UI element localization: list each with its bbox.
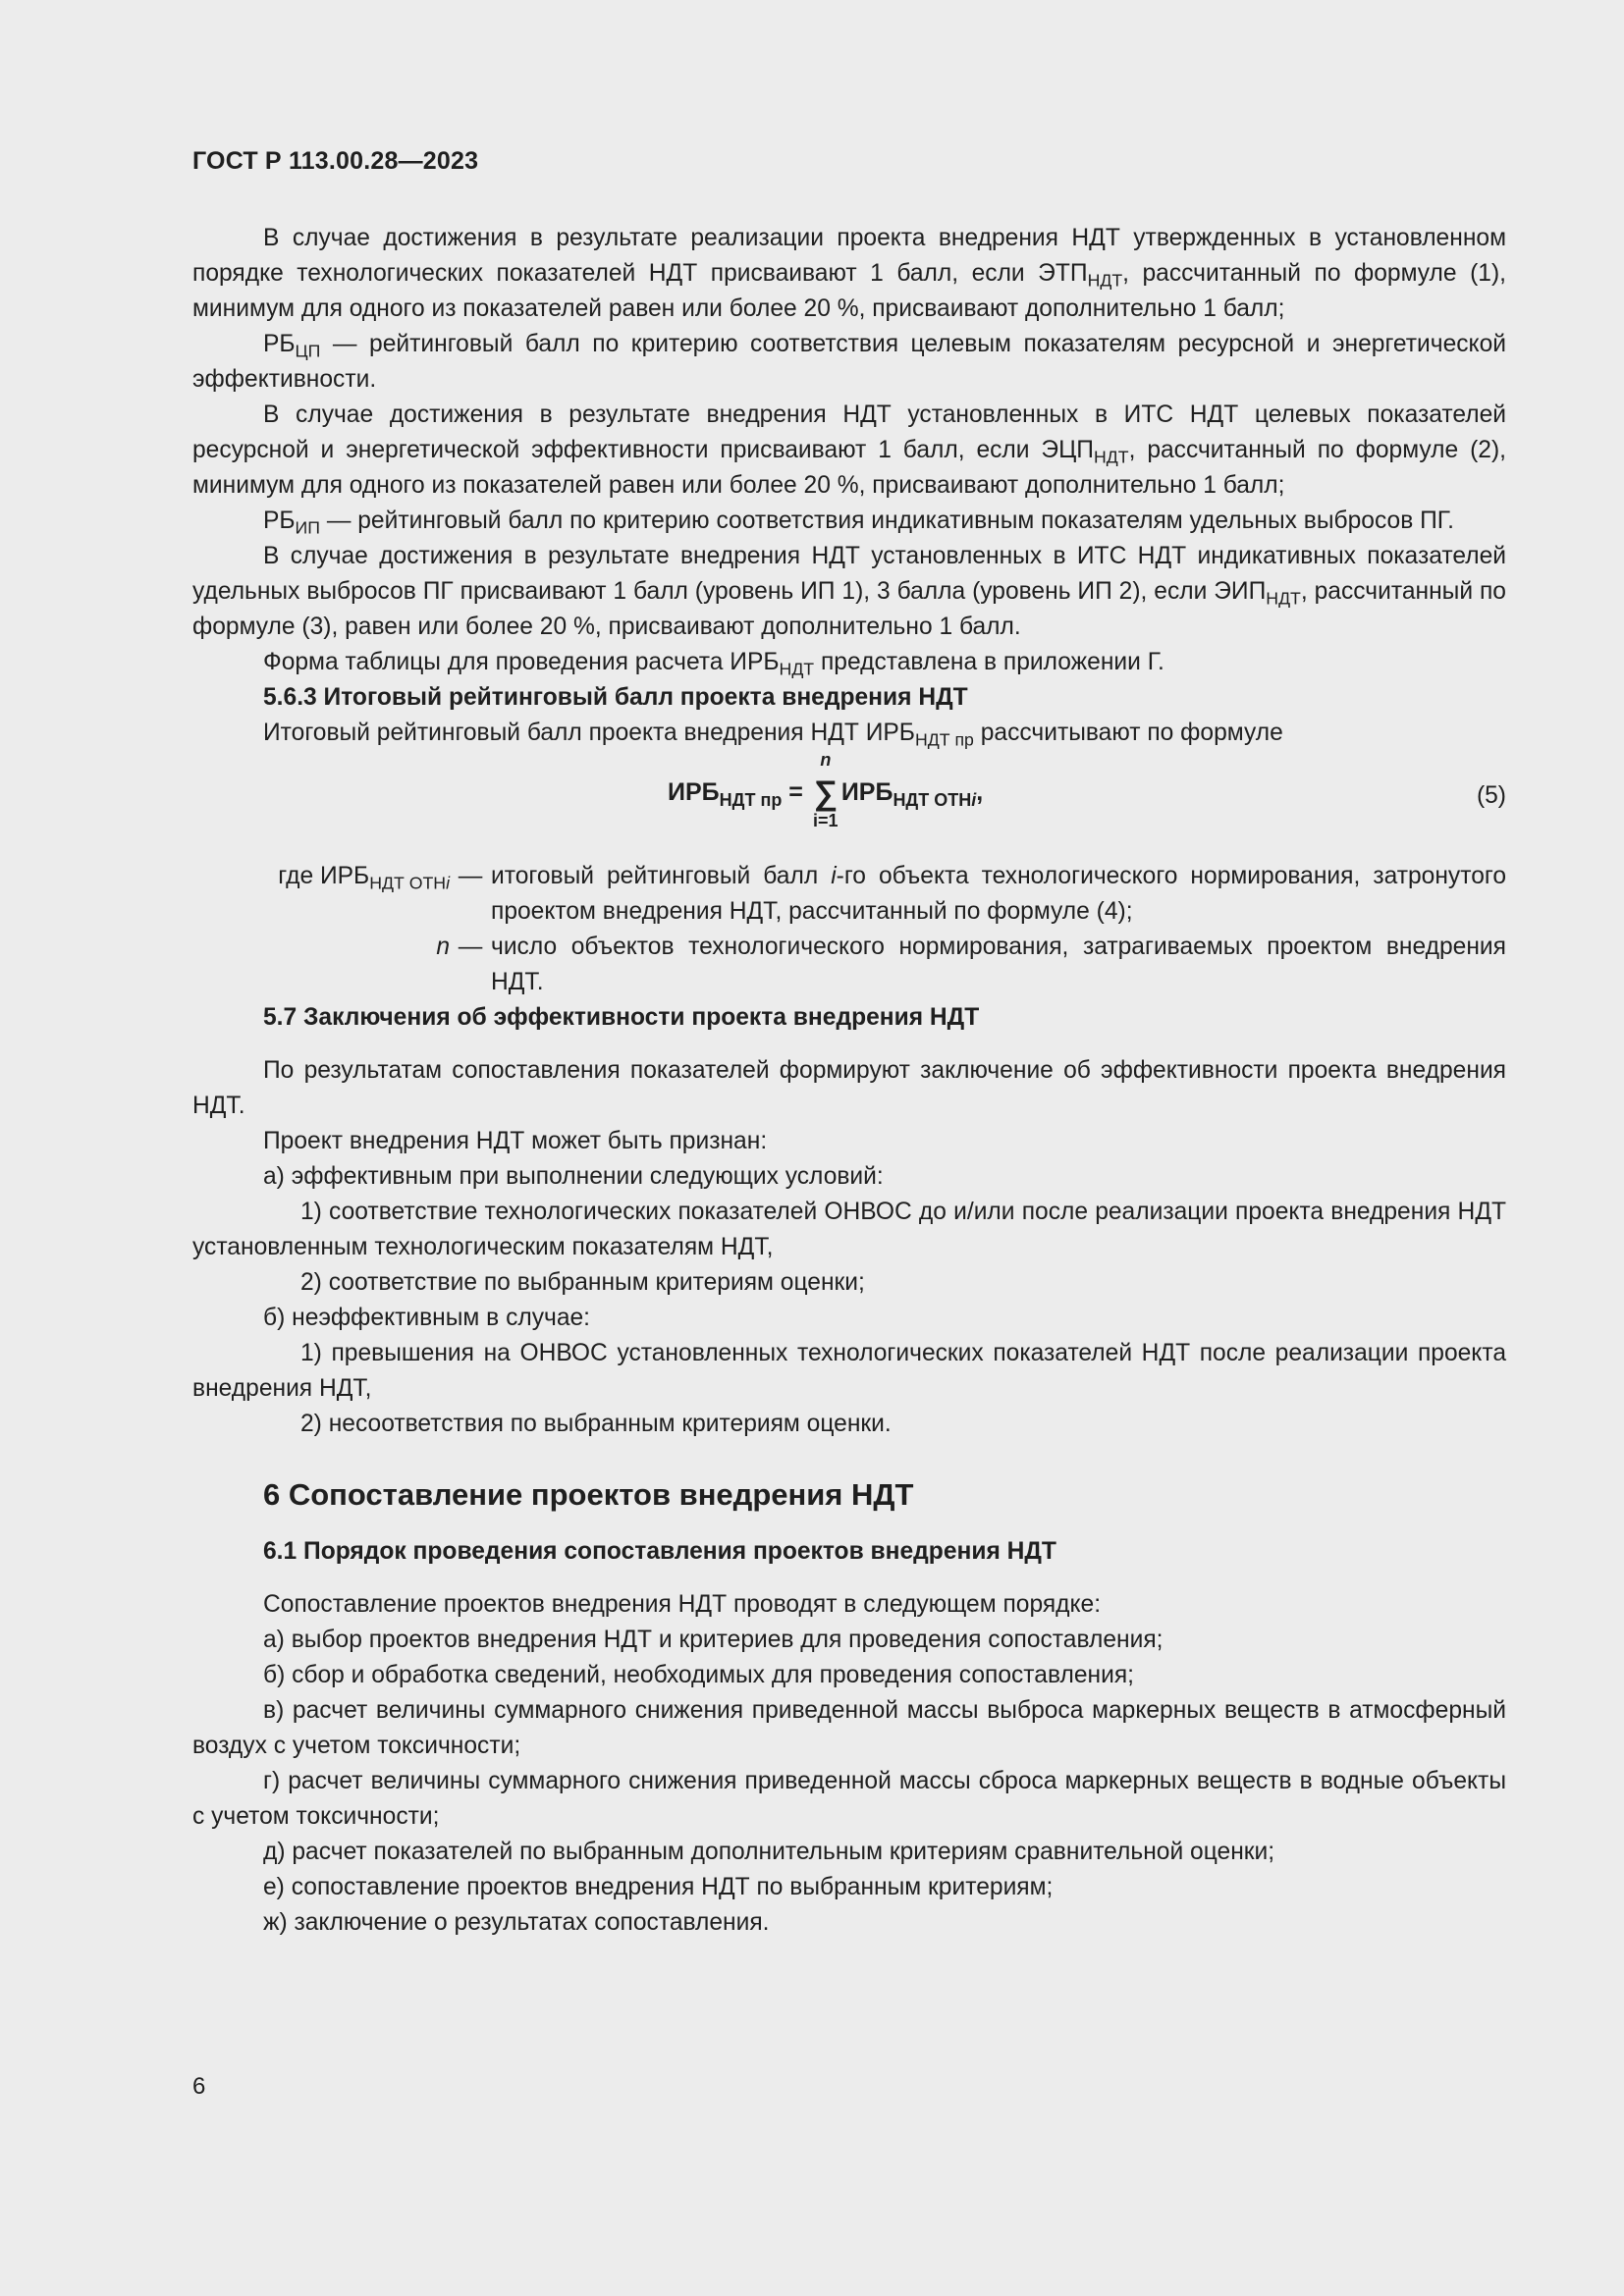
paragraph-form: Форма таблицы для проведения расчета $ИРБ_{НДТ}$ представлена в приложении Г. bbox=[263, 649, 1164, 679]
list-item: 1) превышения на ОНВОС установленных технологических показателей НДТ после реализации проекта внедрения НДТ, bbox=[192, 1340, 1506, 1402]
list-item: б) неэффективным в случае: bbox=[263, 1305, 591, 1331]
list-item: ж) заключение о результатах сопоставления. bbox=[263, 1909, 770, 1936]
list-item: е) сопоставление проектов внедрения НДТ по выбранным критериям; bbox=[263, 1874, 1054, 1900]
page-number: 6 bbox=[192, 2073, 206, 2100]
list-item: а) эффективным при выполнении следующих условий: bbox=[263, 1163, 884, 1190]
definition-n: n — число объектов технологического нормирования, затрагиваемых проектом внедрения НДТ. bbox=[436, 934, 1506, 995]
list-item: д) расчет показателей по выбранным дополнительным критериям сравнительной оценки; bbox=[263, 1839, 1275, 1865]
list-item: 1) соответствие технологических показателей ОНВОС до и/или после реализации проекта внедрения НДТ установленным технологическим показателям НДТ, bbox=[192, 1199, 1506, 1260]
formula-expression: $ИРБ_{НДТ пр}$ = ∑ n i=1 $ИРБ_{НДТ ОТНi}$, bbox=[668, 750, 984, 830]
heading-5-6-3: 5.6.3 Итоговый рейтинговый балл проекта внедрения НДТ bbox=[263, 684, 968, 711]
paragraph-5-7-2: Проект внедрения НДТ может быть признан: bbox=[263, 1128, 768, 1154]
heading-5-7: 5.7 Заключения об эффективности проекта внедрения НДТ bbox=[263, 1004, 980, 1031]
heading-6-1: 6.1 Порядок проведения сопоставления проектов внедрения НДТ bbox=[263, 1538, 1056, 1565]
paragraph-eip: В случае достижения в результате внедрения НДТ установленных в ИТС НДТ индикативных показателей удельных выбросов ПГ присваивают 1 балл (уровень ИП 1), 3 балла (уровень ИП 2), если $ЭИП_{НДТ}$, рассчитанный по формуле (3), равен или более 20 %, присваивают дополнительно 1 балл. bbox=[192, 543, 1506, 640]
paragraph-5-7-1: По результатам сопоставления показателей формируют заключение об эффективности проекта внедрения НДТ. bbox=[192, 1057, 1506, 1119]
list-item: г) расчет величины суммарного снижения приведенной массы сброса маркерных веществ в водные объекты с учетом токсичности; bbox=[192, 1768, 1506, 1830]
page-content bbox=[192, 221, 1506, 1941]
list-item: в) расчет величины суммарного снижения приведенной массы выброса маркерных веществ в атмосферный воздух с учетом токсичности; bbox=[192, 1697, 1506, 1759]
sum-sign: ∑ n i=1 bbox=[813, 750, 839, 830]
formula-5 bbox=[192, 750, 1506, 841]
list-item: б) сбор и обработка сведений, необходимых для проведения сопоставления; bbox=[263, 1662, 1134, 1688]
paragraph-rb-cp: $РБ_{ЦП}$ — рейтинговый балл по критерию соответствия целевым показателям ресурсной и энергетической эффективности. bbox=[192, 331, 1506, 393]
heading-6: 6 Сопоставление проектов внедрения НДТ bbox=[263, 1477, 914, 1512]
document-header: ГОСТ Р 113.00.28—2023 bbox=[192, 147, 479, 175]
paragraph-6-1-0: Сопоставление проектов внедрения НДТ проводят в следующем порядке: bbox=[263, 1591, 1102, 1618]
paragraph-irb: Итоговый рейтинговый балл проекта внедрения НДТ $ИРБ_{НДТ пр}$ рассчитывают по формуле bbox=[263, 720, 1283, 750]
paragraph-ecp: В случае достижения в результате внедрения НДТ установленных в ИТС НДТ целевых показателей ресурсной и энергетической эффективности присваивают 1 балл, если $ЭЦП_{НДТ}$, рассчитанный по формуле (2), минимум для одного из показателей равен или более 20 %, присваивают дополнительно 1 балл; bbox=[192, 401, 1506, 499]
definition-irb: где $ИРБ_{НДТ ОТНi}$ — итоговый рейтинговый балл i-го объекта технологического нормирования, затронутого проектом внедрения НДТ, рассчитанный по формуле (4); bbox=[278, 863, 1507, 925]
paragraph-etp: В случае достижения в результате реализации проекта внедрения НДТ утвержденных в установленном порядке технологических показателей НДТ присваивают 1 балл, если $ЭТП_{НДТ}$, рассчитанный по формуле (1), минимум для одного из показателей равен или более 20 %, присваивают дополнительно 1 балл; bbox=[192, 225, 1506, 322]
list-item: а) выбор проектов внедрения НДТ и критериев для проведения сопоставления; bbox=[263, 1627, 1164, 1653]
list-item: 2) соответствие по выбранным критериям оценки; bbox=[300, 1269, 865, 1296]
paragraph-rb-ip: $РБ_{ИП}$ — рейтинговый балл по критерию соответствия индикативным показателям удельных выбросов ПГ. bbox=[263, 507, 1454, 538]
formula-number: (5) bbox=[1476, 782, 1506, 809]
list-item: 2) несоответствия по выбранным критериям оценки. bbox=[300, 1411, 892, 1437]
